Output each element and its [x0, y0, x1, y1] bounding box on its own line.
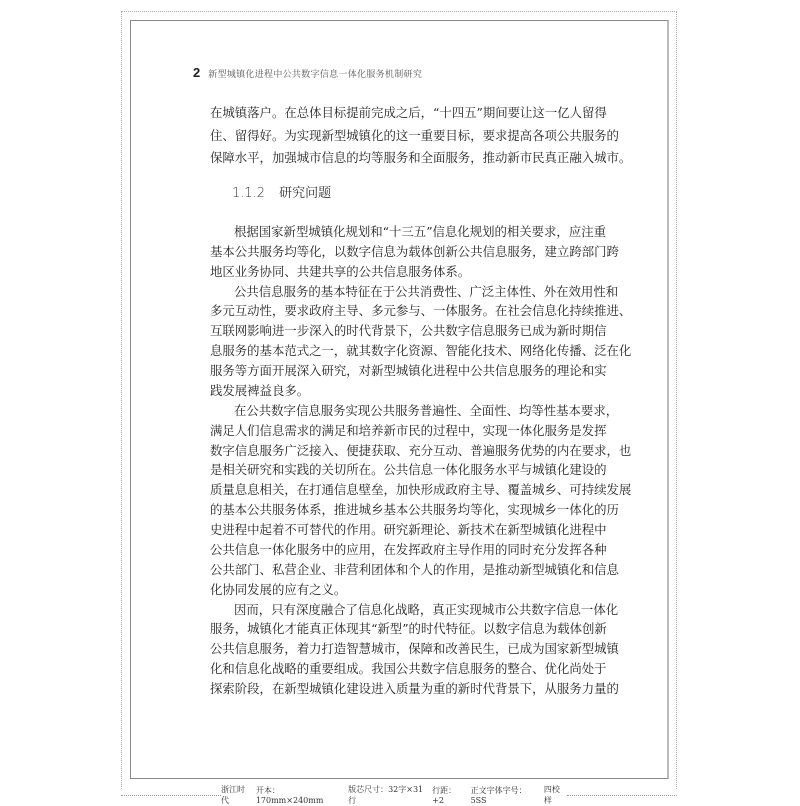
- text-line: 满足人们信息需求的满足和培养新市民的过程中，实现一体化服务是发挥: [210, 423, 607, 438]
- text-line: 根据国家新型城镇化规划和“十三五”信息化规划的相关要求，应注重: [234, 224, 606, 239]
- text-line: 是相关研究和实践的关切所在。公共信息一体化服务水平与城镇化建设的: [210, 462, 607, 477]
- text-line: 公共信息服务的基本特征在于公共消费性、广泛主体性、外在效用性和: [234, 284, 619, 299]
- footer-proof-stage: 四校样: [543, 785, 560, 805]
- text-line: 公共部门、私营企业、非营利团体和个人的作用，是推动新型城镇化和信息: [210, 562, 619, 577]
- section-number: 1.1.2: [232, 186, 266, 201]
- text-line: 地区业务协同、共建共享的公共信息服务体系。: [210, 264, 471, 279]
- footer-leader: [567, 795, 677, 796]
- print-slug: [121, 784, 677, 806]
- section-title: 研究问题: [279, 186, 332, 201]
- text-line: 多元互动性，要求政府主导、多元参与、一体服务。在社会信息化持续推进、: [210, 303, 632, 318]
- running-title: 新型城镇化进程中公共数字信息一体化服务机制研究: [208, 69, 423, 79]
- text-line: 互联网影响进一步深入的时代背景下，公共数字信息服务已成为新时期信: [210, 323, 607, 338]
- text-line: 服务等方面开展深入研究，对新型城镇化进程中公共信息服务的理论和实: [210, 363, 607, 378]
- text-line: 的基本公共服务体系，推进城乡基本公共服务均等化，实现城乡一体化的历: [210, 502, 619, 517]
- text-line: 数字信息服务广泛接入、便捷获取、充分互动、普遍服务优势的内在要求，也: [210, 443, 632, 458]
- footer-leader: [121, 795, 221, 796]
- footer-leading: 行距：+2: [432, 786, 457, 805]
- footer-publisher: 浙江时代: [221, 785, 245, 805]
- text-line: 服务，城镇化才能真正体现其“新型”的时代特征。以数字信息为载体创新: [210, 621, 607, 636]
- text-line: 公共信息一体化服务中的应用，在发挥政府主导作用的同时充分发挥各种: [210, 542, 607, 557]
- section-heading: [232, 182, 345, 201]
- page-number: 2: [193, 65, 201, 80]
- text-line: 化协同发展的应有之义。: [210, 582, 347, 597]
- footer-format: 开本：170mm×240mm: [255, 786, 324, 805]
- text-line: 公共信息服务，着力打造智慧城市，保障和改善民生，已成为国家新型城镇: [210, 641, 619, 656]
- text-line: 化和信息化战略的重要组成。我国公共数字信息服务的整合、优化尚处于: [210, 661, 607, 676]
- text-line: 探索阶段，在新型城镇化建设进入质量为重的新时代背景下，从服务力量的: [210, 681, 619, 696]
- running-header: [193, 65, 422, 80]
- text-line: 因而，只有深度融合了信息化战略，真正实现城市公共数字信息一体化: [234, 602, 619, 617]
- text-line: 在城镇落户。在总体目标提前完成之后，“十四五”期间要让这一亿人留得: [210, 105, 607, 120]
- text-line: 质量息息相关，在打通信息壁垒，加快形成政府主导、覆盖城乡、可持续发展: [210, 482, 632, 497]
- footer-font: 正文字体字号：5SS: [470, 786, 527, 805]
- text-line: 保障水平，加强城市信息的均等服务和全面服务，推动新市民真正融入城市。: [210, 150, 632, 165]
- text-line: 住、留得好。为实现新型城镇化的这一重要目标，要求提高各项公共服务的: [210, 128, 619, 143]
- text-line: 在公共数字信息服务实现公共服务普遍性、全面性、均等性基本要求，: [234, 403, 619, 418]
- text-line: 史进程中起着不可替代的作用。研究新理论、新技术在新型城镇化进程中: [210, 522, 607, 537]
- footer-block-size: 版芯尺寸：32字×31行: [348, 785, 424, 805]
- text-line: 基本公共服务均等化，以数字信息为载体创新公共信息服务，建立跨部门跨: [210, 244, 619, 259]
- text-line: 践发展裨益良多。: [210, 383, 310, 398]
- text-line: 息服务的基本范式之一，就其数字化资源、智能化技术、网络化传播、泛在化: [210, 343, 632, 358]
